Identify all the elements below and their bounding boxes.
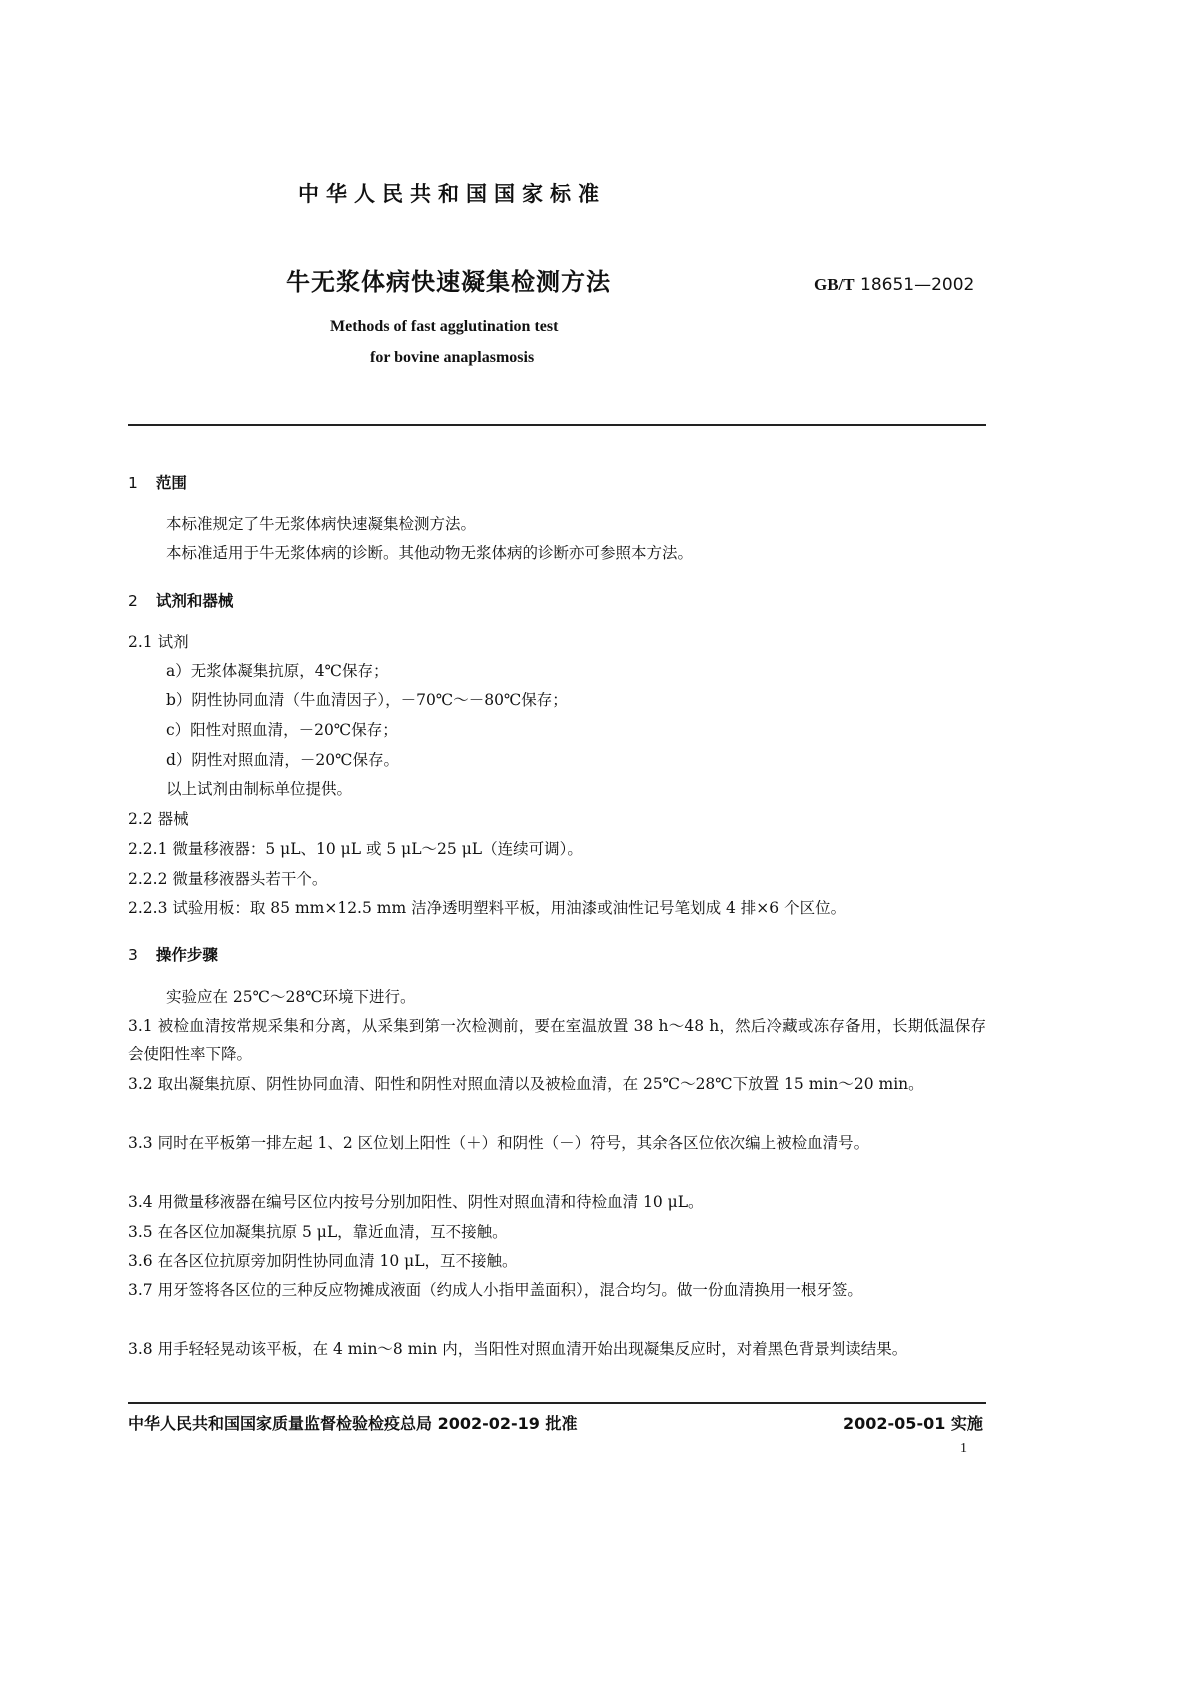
section-2-title: 试剂和器械	[155, 592, 234, 610]
section-3-intro: 实验应在 25℃～28℃环境下进行。	[166, 988, 416, 1006]
step-3-3: 3.3 同时在平板第一排左起 1、2 区位划上阳性（＋）和阴性（－）符号，其余各区位依次编上被检血清号。	[128, 1134, 870, 1152]
step-3-7: 3.7 用牙签将各区位的三种反应物摊成液面（约成人小指甲盖面积），混合均匀。做一份血清换用一根牙签。	[128, 1281, 863, 1299]
step-3-8: 3.8 用手轻轻晃动该平板，在 4 min～8 min 内，当阳性对照血清开始出现凝集反应时，对着黑色背景判读结果。	[128, 1340, 908, 1358]
standard-code	[814, 275, 974, 295]
section-2-heading	[128, 589, 233, 611]
approval-authority: 中华人民共和国国家质量监督检验检疫总局 2002-02-19 批准	[128, 1414, 578, 1433]
section-1-heading	[128, 471, 187, 493]
section-2-number: 2	[128, 592, 138, 610]
subsection-2-2-2: 2.2.2 微量移液器头若干个。	[128, 870, 328, 888]
english-title-line1: Methods of fast agglutination test	[330, 318, 559, 335]
national-standard-title: 中华人民共和国国家标准	[298, 182, 606, 206]
subsection-2-2-1: 2.2.1 微量移液器：5 μL、10 μL 或 5 μL～25 μL（连续可调）。	[128, 840, 583, 858]
standard-code-number: 18651—2002	[854, 275, 975, 295]
section-3-number: 3	[128, 946, 138, 964]
standard-code-prefix: GB/T	[814, 275, 855, 294]
step-3-1: 3.1 被检血清按常规采集和分离，从采集到第一次检测前，要在室温放置 38 h～48 h，然后冷藏或冻存备用，长期低温保存会使阳性率下降。	[128, 1017, 986, 1063]
step-3-2: 3.2 取出凝集抗原、阴性协同血清、阳性和阴性对照血清以及被检血清，在 25℃～28℃下放置 15 min～20 min。	[128, 1075, 924, 1093]
step-3-4: 3.4 用微量移液器在编号区位内按号分别加阳性、阴性对照血清和待检血清 10 μL。	[128, 1193, 704, 1211]
subsection-2-1-heading: 2.1 试剂	[128, 633, 189, 651]
effective-date: 2002-05-01 实施	[843, 1414, 983, 1433]
section-3-heading	[128, 943, 218, 965]
english-title-line2: for bovine anaplasmosis	[370, 349, 535, 366]
page-number: 1	[960, 1441, 967, 1456]
reagent-item-c: c）阳性对照血清，－20℃保存；	[166, 721, 398, 739]
step-3-6: 3.6 在各区位抗原旁加阴性协同血清 10 μL，互不接触。	[128, 1252, 518, 1270]
reagent-item-a: a）无浆体凝集抗原，4℃保存；	[166, 662, 389, 680]
document-title: 牛无浆体病快速凝集检测方法	[286, 268, 611, 296]
header-divider	[128, 424, 986, 426]
section-1-number: 1	[128, 474, 138, 492]
subsection-2-2-heading: 2.2 器械	[128, 810, 189, 828]
reagent-note: 以上试剂由制标单位提供。	[166, 780, 353, 798]
section-3-title: 操作步骤	[155, 946, 218, 964]
section-1-para-2: 本标准适用于牛无浆体病的诊断。其他动物无浆体病的诊断亦可参照本方法。	[166, 544, 694, 562]
subsection-2-2-3: 2.2.3 试验用板：取 85 mm×12.5 mm 洁净透明塑料平板，用油漆或油性记号笔划成 4 排×6 个区位。	[128, 899, 847, 917]
section-1-title: 范围	[155, 474, 187, 492]
reagent-item-b: b）阴性协同血清（牛血清因子），－70℃～－80℃保存；	[166, 691, 568, 709]
footer-divider	[128, 1402, 986, 1404]
step-3-5: 3.5 在各区位加凝集抗原 5 μL，靠近血清，互不接触。	[128, 1223, 508, 1241]
reagent-item-d: d）阴性对照血清，－20℃保存。	[166, 751, 399, 769]
section-1-para-1: 本标准规定了牛无浆体病快速凝集检测方法。	[166, 515, 477, 533]
